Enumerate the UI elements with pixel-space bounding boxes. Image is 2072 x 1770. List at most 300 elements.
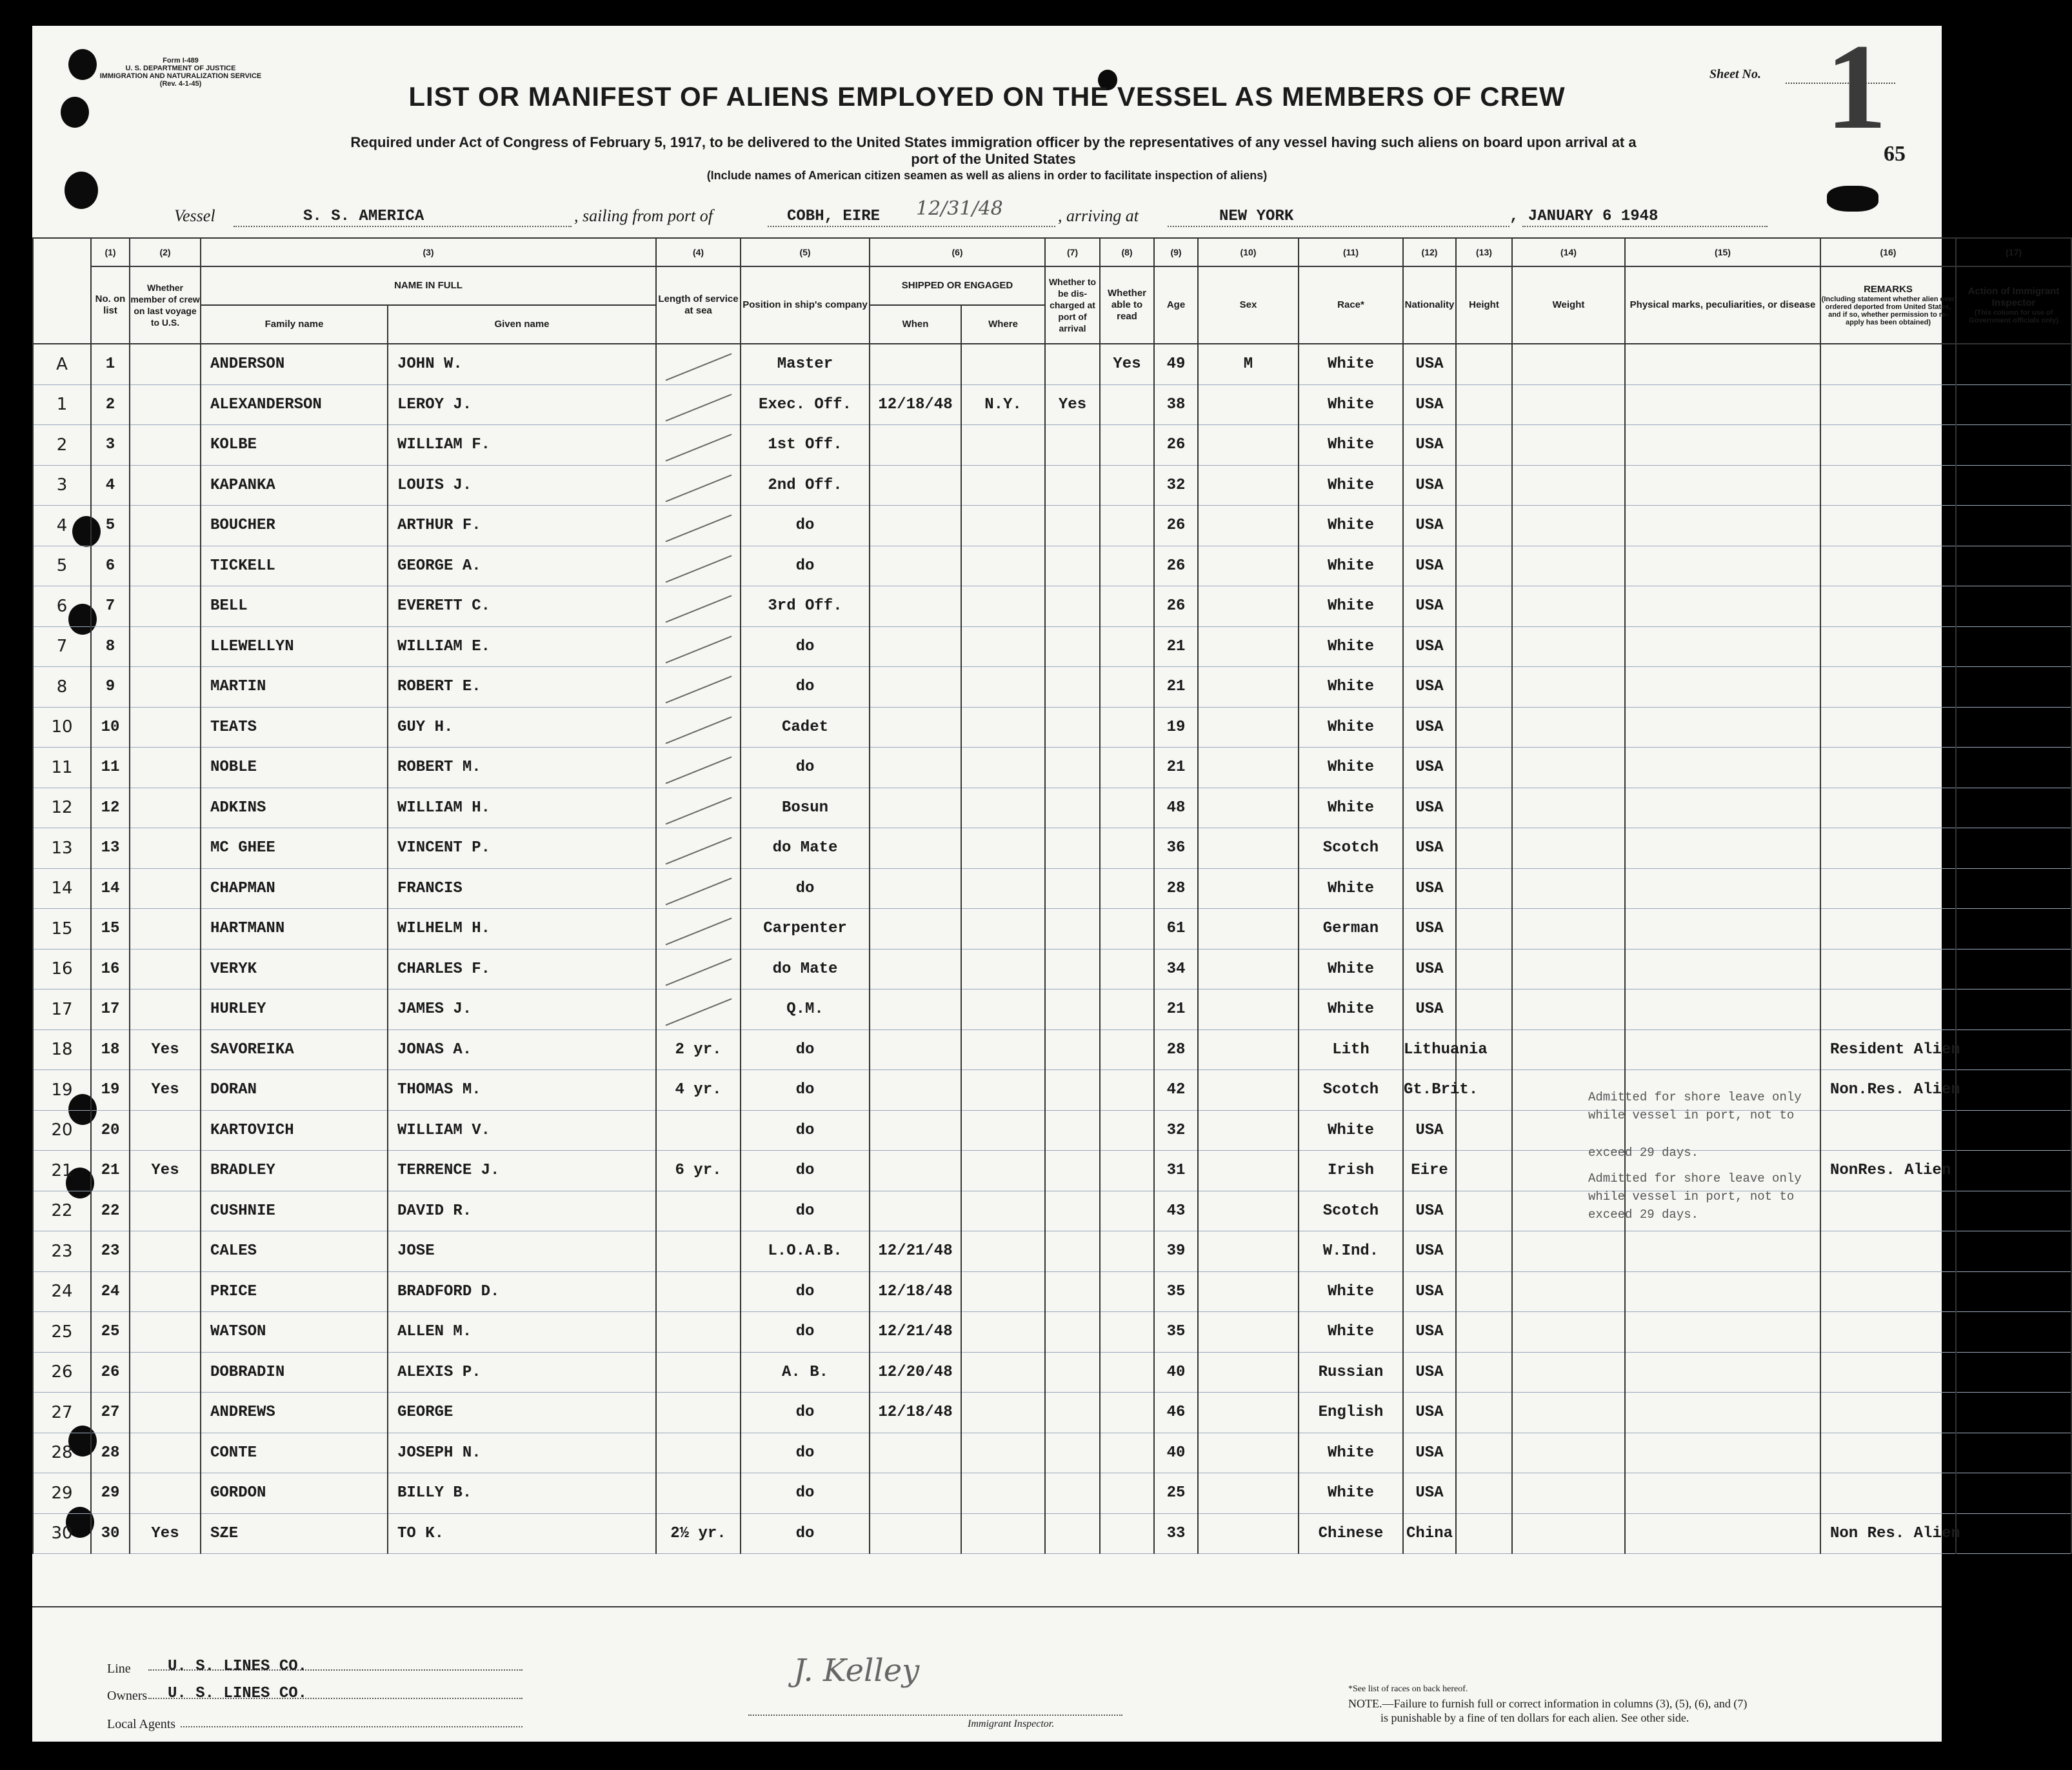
race-cell: White (1299, 586, 1403, 627)
shipped-where-cell (961, 1231, 1045, 1272)
given-name-cell: GEORGE (388, 1393, 656, 1433)
last-voyage-cell (130, 949, 201, 989)
shipped-when-cell (870, 506, 961, 546)
race-cell: Scotch (1299, 1070, 1403, 1111)
sex-cell (1198, 1151, 1299, 1191)
include-note: (Include names of American citizen seamen as well as aliens in order to facilitate inspection of aliens) (706, 169, 1268, 182)
inspector-action-cell (1956, 1191, 2071, 1231)
position-cell: do (741, 1312, 870, 1353)
position-cell: do (741, 1151, 870, 1191)
table-row (33, 1352, 2071, 1393)
margin-number-cell: A (33, 344, 91, 384)
inspector-action-cell (1956, 626, 2071, 667)
margin-number-cell: 14 (33, 868, 91, 909)
weight-cell (1512, 506, 1625, 546)
list-number-cell: 6 (91, 546, 130, 586)
physical-marks-cell (1625, 384, 1820, 425)
family-name-cell: MC GHEE (201, 828, 388, 869)
last-voyage-cell (130, 1191, 201, 1231)
discharged-cell (1045, 344, 1100, 384)
age-cell: 38 (1154, 384, 1198, 425)
shipped-when-cell (870, 1433, 961, 1473)
given-name-cell: ROBERT E. (388, 667, 656, 708)
weight-cell (1512, 546, 1625, 586)
nationality-cell: Eire (1403, 1151, 1456, 1191)
position-cell: Q.M. (741, 989, 870, 1030)
tick-mark-icon (665, 635, 732, 663)
margin-number-cell: 29 (33, 1473, 91, 1514)
physical-marks-cell (1625, 828, 1820, 869)
physical-marks-cell (1625, 1393, 1820, 1433)
shipped-when-cell: 12/21/48 (870, 1312, 961, 1353)
list-number-cell: 19 (91, 1070, 130, 1111)
race-cell: White (1299, 1433, 1403, 1473)
discharged-cell (1045, 949, 1100, 989)
remarks-cell (1820, 1271, 1956, 1312)
race-cell: White (1299, 667, 1403, 708)
nationality-cell: USA (1403, 868, 1456, 909)
col-sex: Sex (1198, 266, 1299, 344)
age-cell: 26 (1154, 546, 1198, 586)
race-cell: Russian (1299, 1352, 1403, 1393)
line-value: U. S. LINES CO. (168, 1658, 308, 1675)
given-name-cell: BILLY B. (388, 1473, 656, 1514)
margin-number-cell: 2 (33, 425, 91, 466)
department: U. S. DEPARTMENT OF JUSTICE (125, 65, 236, 72)
length-of-service-cell (656, 989, 741, 1030)
shipped-when-cell: 12/20/48 (870, 1352, 961, 1393)
list-number-cell: 21 (91, 1151, 130, 1191)
height-cell (1456, 425, 1512, 466)
tick-mark-icon (665, 353, 732, 381)
race-cell: White (1299, 465, 1403, 506)
table-row (33, 828, 2071, 869)
sex-cell (1198, 586, 1299, 627)
tick-mark-icon (665, 797, 732, 824)
able-to-read-cell (1100, 828, 1154, 869)
margin-number-cell: 18 (33, 1029, 91, 1070)
shipped-when-cell (870, 465, 961, 506)
height-cell (1456, 1352, 1512, 1393)
weight-cell (1512, 1393, 1625, 1433)
remarks-cell (1820, 748, 1956, 788)
list-number-cell: 25 (91, 1312, 130, 1353)
discharged-cell (1045, 748, 1100, 788)
family-name-cell: KAPANKA (201, 465, 388, 506)
physical-marks-cell (1625, 1433, 1820, 1473)
list-number-cell: 26 (91, 1352, 130, 1393)
height-cell (1456, 828, 1512, 869)
given-name-cell: BRADFORD D. (388, 1271, 656, 1312)
margin-number-cell: 16 (33, 949, 91, 989)
position-cell: do (741, 1393, 870, 1433)
discharged-cell (1045, 465, 1100, 506)
length-of-service-cell (656, 465, 741, 506)
family-name-cell: SZE (201, 1513, 388, 1554)
margin-number-cell: 20 (33, 1110, 91, 1151)
vessel-name: S. S. AMERICA (303, 208, 424, 225)
footer (32, 1606, 1942, 1743)
remarks-cell (1820, 506, 1956, 546)
remarks-cell (1820, 1191, 1956, 1231)
physical-marks-cell (1625, 667, 1820, 708)
age-cell: 19 (1154, 707, 1198, 748)
remark-admitted-line2: while vessel in port, not to (1588, 1108, 1795, 1122)
physical-marks-cell (1625, 949, 1820, 989)
physical-marks-cell (1625, 1029, 1820, 1070)
last-voyage-cell (130, 1433, 201, 1473)
last-voyage-cell (130, 828, 201, 869)
list-number-cell: 5 (91, 506, 130, 546)
height-cell (1456, 868, 1512, 909)
list-number-cell: 28 (91, 1433, 130, 1473)
col-where: Where (961, 305, 1045, 344)
position-cell: do (741, 626, 870, 667)
height-cell (1456, 909, 1512, 950)
col-17-num: (17) (1956, 238, 2071, 266)
able-to-read-cell (1100, 1513, 1154, 1554)
table-row (33, 1473, 2071, 1514)
physical-marks-cell (1625, 748, 1820, 788)
weight-cell (1512, 909, 1625, 950)
vessel-line (32, 197, 1942, 230)
able-to-read-cell (1100, 1433, 1154, 1473)
weight-cell (1512, 1433, 1625, 1473)
sex-cell (1198, 1271, 1299, 1312)
inspector-action-cell (1956, 1110, 2071, 1151)
shipped-where-cell (961, 748, 1045, 788)
shipped-when-cell (870, 1191, 961, 1231)
family-name-cell: CONTE (201, 1433, 388, 1473)
nationality-cell: USA (1403, 828, 1456, 869)
length-of-service-cell (656, 1110, 741, 1151)
shipped-when-cell (870, 1029, 961, 1070)
margin-number-cell: 30 (33, 1513, 91, 1554)
family-name-cell: CHAPMAN (201, 868, 388, 909)
able-to-read-cell (1100, 384, 1154, 425)
height-cell (1456, 667, 1512, 708)
sex-cell (1198, 1393, 1299, 1433)
list-number-cell: 4 (91, 465, 130, 506)
shipped-where-cell (961, 909, 1045, 950)
position-cell: Exec. Off. (741, 384, 870, 425)
remarks-cell (1820, 868, 1956, 909)
height-cell (1456, 1151, 1512, 1191)
given-name-cell: WILLIAM H. (388, 788, 656, 828)
age-cell: 31 (1154, 1151, 1198, 1191)
revision: (Rev. 4-1-45) (159, 80, 202, 88)
nationality-cell: USA (1403, 546, 1456, 586)
table-row (33, 1513, 2071, 1554)
family-name-cell: MARTIN (201, 667, 388, 708)
able-to-read-cell (1100, 1151, 1154, 1191)
last-voyage-cell (130, 788, 201, 828)
list-number-cell: 8 (91, 626, 130, 667)
col-shipped-or-engaged: SHIPPED OR ENGAGED (870, 266, 1045, 305)
race-cell: White (1299, 1271, 1403, 1312)
requirement-line-2: port of the United States (911, 151, 1076, 167)
discharged-cell (1045, 1191, 1100, 1231)
position-cell: A. B. (741, 1352, 870, 1393)
service: IMMIGRATION AND NATURALIZATION SERVICE (99, 72, 262, 80)
age-cell: 61 (1154, 909, 1198, 950)
position-cell: do Mate (741, 949, 870, 989)
height-cell (1456, 1513, 1512, 1554)
table-row (33, 788, 2071, 828)
physical-marks-cell (1625, 909, 1820, 950)
form-number: Form I-489 (163, 57, 199, 65)
col-11-num: (11) (1299, 238, 1403, 266)
age-cell: 40 (1154, 1433, 1198, 1473)
weight-cell (1512, 1271, 1625, 1312)
remarks-cell (1820, 546, 1956, 586)
height-cell (1456, 1312, 1512, 1353)
position-cell: do (741, 1029, 870, 1070)
physical-marks-cell (1625, 1352, 1820, 1393)
margin-number-cell: 5 (33, 546, 91, 586)
margin-number-cell: 25 (33, 1312, 91, 1353)
tick-mark-icon (665, 555, 732, 582)
list-number-cell: 17 (91, 989, 130, 1030)
nationality-cell: USA (1403, 1231, 1456, 1272)
age-cell: 25 (1154, 1473, 1198, 1514)
position-cell: do (741, 1191, 870, 1231)
family-name-cell: CALES (201, 1231, 388, 1272)
shipped-when-cell (870, 626, 961, 667)
last-voyage-cell (130, 465, 201, 506)
inspector-action-cell (1956, 989, 2071, 1030)
length-of-service-cell (656, 828, 741, 869)
col-4-num: (4) (656, 238, 741, 266)
table-row (33, 868, 2071, 909)
able-to-read-cell (1100, 1352, 1154, 1393)
remarks-cell: Non Res. Alien (1820, 1513, 1956, 1554)
race-cell: White (1299, 506, 1403, 546)
list-number-cell: 15 (91, 909, 130, 950)
col-9-num: (9) (1154, 238, 1198, 266)
last-voyage-cell (130, 1473, 201, 1514)
family-name-cell: DOBRADIN (201, 1352, 388, 1393)
inspector-action-cell (1956, 384, 2071, 425)
position-cell: do (741, 506, 870, 546)
last-voyage-cell (130, 707, 201, 748)
able-to-read-cell (1100, 425, 1154, 466)
remarks-cell (1820, 989, 1956, 1030)
last-voyage-cell (130, 1110, 201, 1151)
inspector-label: Immigrant Inspector. (968, 1718, 1055, 1729)
given-name-cell: GEORGE A. (388, 546, 656, 586)
requirement-line-1: Required under Act of Congress of February 5, 1917, to be delivered to the United States immigration officer by the representatives of any vessel having such aliens on board upon arrival at a (350, 134, 1637, 150)
list-number-cell: 3 (91, 425, 130, 466)
weight-cell (1512, 667, 1625, 708)
nationality-cell: USA (1403, 384, 1456, 425)
position-cell: do (741, 748, 870, 788)
length-of-service-cell: 2 yr. (656, 1029, 741, 1070)
col-1-num: (1) (91, 238, 130, 266)
inspector-action-cell (1956, 1271, 2071, 1312)
shipped-when-cell (870, 1513, 961, 1554)
given-name-cell: JOHN W. (388, 344, 656, 384)
position-cell: Cadet (741, 707, 870, 748)
discharged-cell (1045, 1029, 1100, 1070)
table-row (33, 1271, 2071, 1312)
length-of-service-cell (656, 425, 741, 466)
race-cell: White (1299, 1110, 1403, 1151)
race-cell: Scotch (1299, 1191, 1403, 1231)
shipped-when-cell: 12/18/48 (870, 1271, 961, 1312)
height-cell (1456, 384, 1512, 425)
position-cell: Carpenter (741, 909, 870, 950)
last-voyage-cell (130, 1393, 201, 1433)
age-cell: 34 (1154, 949, 1198, 989)
physical-marks-cell (1625, 1473, 1820, 1514)
margin-number-cell: 28 (33, 1433, 91, 1473)
nationality-cell: USA (1403, 1191, 1456, 1231)
race-cell: White (1299, 707, 1403, 748)
col-remarks (1820, 266, 1956, 344)
col-action (1956, 266, 2071, 344)
race-cell: English (1299, 1393, 1403, 1433)
discharged-cell (1045, 1110, 1100, 1151)
length-of-service-cell (656, 788, 741, 828)
able-to-read-cell (1100, 1191, 1154, 1231)
length-of-service-cell (656, 868, 741, 909)
able-to-read-cell (1100, 465, 1154, 506)
position-cell: do (741, 1433, 870, 1473)
shipped-where-cell (961, 344, 1045, 384)
race-cell: White (1299, 1312, 1403, 1353)
shipped-where-cell (961, 586, 1045, 627)
nationality-cell: USA (1403, 788, 1456, 828)
given-name-cell: THOMAS M. (388, 1070, 656, 1111)
sex-cell (1198, 1513, 1299, 1554)
age-cell: 40 (1154, 1352, 1198, 1393)
last-voyage-cell (130, 546, 201, 586)
sex-cell (1198, 1352, 1299, 1393)
list-number-cell: 29 (91, 1473, 130, 1514)
able-to-read-cell (1100, 1473, 1154, 1514)
discharged-cell (1045, 828, 1100, 869)
remark-exceed-line2: exceed 29 days. (1588, 1208, 1699, 1222)
margin-number-cell: 1 (33, 384, 91, 425)
list-number-cell: 20 (91, 1110, 130, 1151)
sex-cell (1198, 1312, 1299, 1353)
shipped-where-cell (961, 626, 1045, 667)
able-to-read-cell (1100, 1312, 1154, 1353)
able-to-read-cell (1100, 667, 1154, 708)
shipped-where-cell (961, 989, 1045, 1030)
race-cell: White (1299, 748, 1403, 788)
sex-cell (1198, 828, 1299, 869)
list-number-cell: 11 (91, 748, 130, 788)
nationality-cell: USA (1403, 1473, 1456, 1514)
shipped-where-cell (961, 1312, 1045, 1353)
last-voyage-cell: Yes (130, 1070, 201, 1111)
inspector-signature: J. Kelley (793, 1653, 920, 1689)
age-cell: 46 (1154, 1393, 1198, 1433)
shipped-where-cell (961, 1070, 1045, 1111)
shipped-where-cell (961, 1191, 1045, 1231)
physical-marks-cell (1625, 344, 1820, 384)
race-cell: Chinese (1299, 1513, 1403, 1554)
sex-cell (1198, 1070, 1299, 1111)
family-name-cell: ADKINS (201, 788, 388, 828)
nationality-cell: China (1403, 1513, 1456, 1554)
physical-marks-cell (1625, 586, 1820, 627)
position-cell: 3rd Off. (741, 586, 870, 627)
able-to-read-cell (1100, 1271, 1154, 1312)
family-name-cell: VERYK (201, 949, 388, 989)
discharged-cell (1045, 425, 1100, 466)
remarks-cell: Resident Alien (1820, 1029, 1956, 1070)
age-cell: 49 (1154, 344, 1198, 384)
table-row (33, 1029, 2071, 1070)
table-row (33, 667, 2071, 708)
given-name-cell: TO K. (388, 1513, 656, 1554)
inspector-action-cell (1956, 1473, 2071, 1514)
given-name-cell: WILHELM H. (388, 909, 656, 950)
list-number-cell: 23 (91, 1231, 130, 1272)
shipped-when-cell (870, 788, 961, 828)
table-row (33, 626, 2071, 667)
discharged-cell (1045, 1393, 1100, 1433)
position-cell: Bosun (741, 788, 870, 828)
remarks-cell (1820, 586, 1956, 627)
discharged-cell (1045, 1513, 1100, 1554)
physical-marks-cell (1625, 1312, 1820, 1353)
length-of-service-cell (656, 1231, 741, 1272)
col-remarks-title: REMARKS (1864, 284, 1913, 295)
age-cell: 26 (1154, 506, 1198, 546)
list-number-cell: 30 (91, 1513, 130, 1554)
sex-cell (1198, 1433, 1299, 1473)
family-name-cell: NOBLE (201, 748, 388, 788)
length-of-service-cell (656, 1433, 741, 1473)
given-name-cell: VINCENT P. (388, 828, 656, 869)
weight-cell (1512, 788, 1625, 828)
shipped-where-cell (961, 546, 1045, 586)
table-row (33, 748, 2071, 788)
col-position: Position in ship's company (741, 266, 870, 344)
inspector-action-cell (1956, 949, 2071, 989)
shipped-when-cell: 12/21/48 (870, 1231, 961, 1272)
margin-number-cell: 19 (33, 1070, 91, 1111)
last-voyage-cell (130, 748, 201, 788)
page-title: LIST OR MANIFEST OF ALIENS EMPLOYED ON THE VESSEL AS MEMBERS OF CREW (408, 81, 1566, 112)
shipped-where-cell (961, 949, 1045, 989)
requirement-text (123, 134, 1864, 168)
position-cell: do (741, 1473, 870, 1514)
nationality-cell: USA (1403, 465, 1456, 506)
list-number-cell: 18 (91, 1029, 130, 1070)
last-voyage-cell (130, 384, 201, 425)
tick-mark-icon (665, 716, 732, 744)
given-name-cell: ALLEN M. (388, 1312, 656, 1353)
list-number-cell: 2 (91, 384, 130, 425)
last-voyage-cell (130, 909, 201, 950)
position-cell: do (741, 667, 870, 708)
length-of-service-cell: 2½ yr. (656, 1513, 741, 1554)
table-row (33, 1231, 2071, 1272)
family-name-cell: CUSHNIE (201, 1191, 388, 1231)
remarks-cell (1820, 384, 1956, 425)
sheet-number: 1 (1826, 19, 1887, 155)
weight-cell (1512, 425, 1625, 466)
able-to-read-cell (1100, 707, 1154, 748)
remarks-cell (1820, 1312, 1956, 1353)
discharged-cell (1045, 1231, 1100, 1272)
tick-mark-icon (665, 837, 732, 865)
